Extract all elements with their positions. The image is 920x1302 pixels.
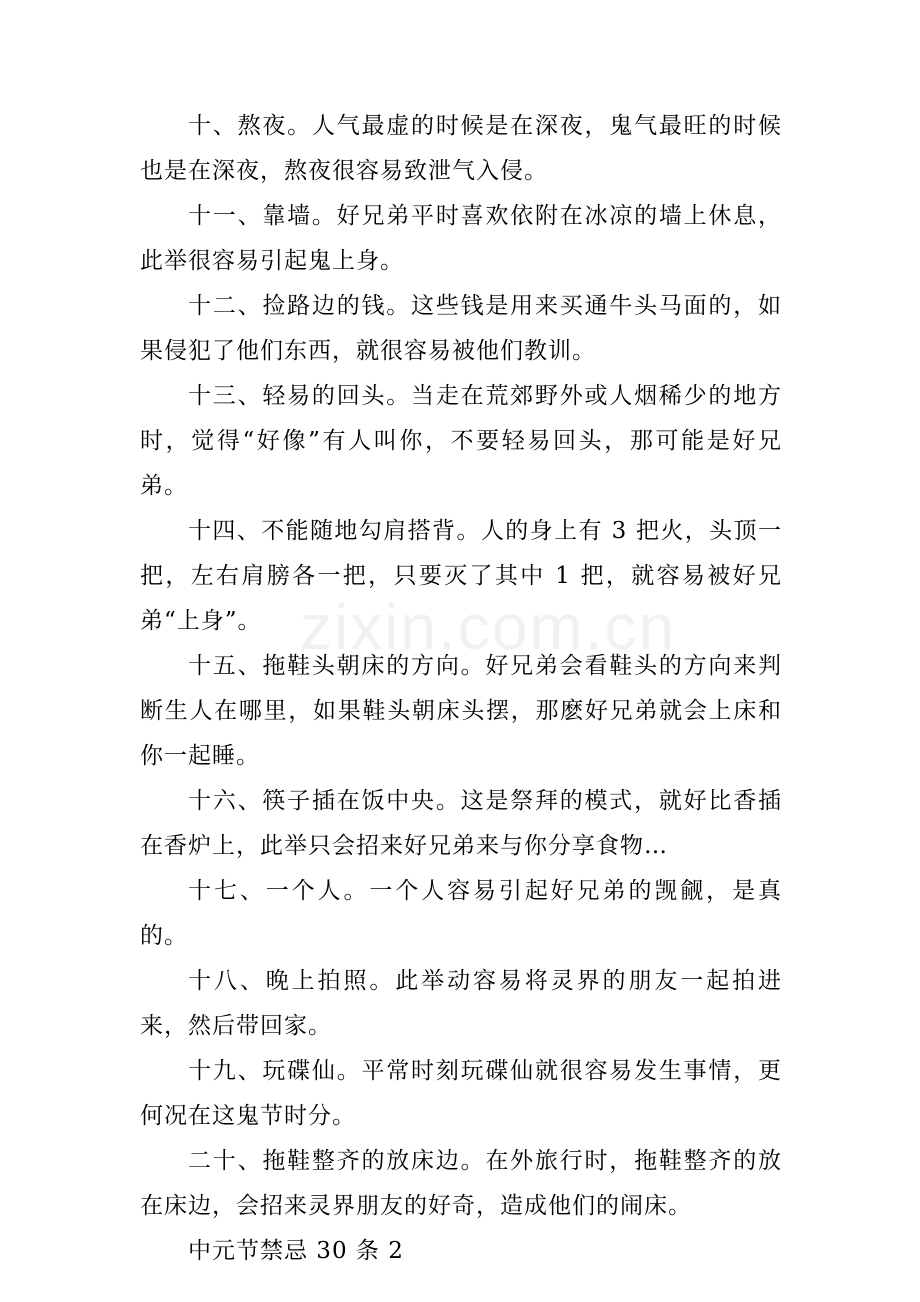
paragraph-13: 十三、轻易的回头。当走在荒郊野外或人烟稀少的地方时，觉得“好像”有人叫你，不要轻易回头，那可能是好兄弟。 [140, 383, 782, 499]
paragraph-15: 十五、拖鞋头朝床的方向。好兄弟会看鞋头的方向来判断生人在哪里，如果鞋头朝床头摆，那麽好兄弟就会上床和你一起睡。 [140, 653, 782, 769]
paragraph-12: 十二、捡路边的钱。这些钱是用来买通牛头马面的，如果侵犯了他们东西，就很容易被他们教训。 [140, 293, 782, 364]
paragraph-14: 十四、不能随地勾肩搭背。人的身上有 3 把火，头顶一把，左右肩膀各一把，只要灭了其中 1 把，就容易被好兄弟“上身”。 [140, 518, 782, 634]
paragraph-11: 十一、靠墙。好兄弟平时喜欢依附在冰凉的墙上休息，此举很容易引起鬼上身。 [140, 203, 782, 274]
paragraph-17: 十七、一个人。一个人容易引起好兄弟的觊觎，是真的。 [140, 878, 782, 949]
paragraph-10: 十、熬夜。人气最虚的时候是在深夜，鬼气最旺的时候也是在深夜，熬夜很容易致泄气入侵。 [140, 113, 782, 184]
watermark: zixin.com.cn [300, 591, 677, 663]
paragraph-20: 二十、拖鞋整齐的放床边。在外旅行时，拖鞋整齐的放在床边，会招来灵界朋友的好奇，造成他们的闹床。 [140, 1148, 782, 1219]
paragraph-19: 十九、玩碟仙。平常时刻玩碟仙就很容易发生事情，更何况在这鬼节时分。 [140, 1058, 782, 1129]
document-body [140, 104, 782, 1274]
paragraph-18: 十八、晚上拍照。此举动容易将灵界的朋友一起拍进来，然后带回家。 [140, 968, 782, 1039]
section-heading: 中元节禁忌 30 条 2 [188, 1238, 404, 1264]
paragraph-16: 十六、筷子插在饭中央。这是祭拜的模式，就好比香插在香炉上，此举只会招来好兄弟来与你分享食物… [140, 788, 782, 859]
